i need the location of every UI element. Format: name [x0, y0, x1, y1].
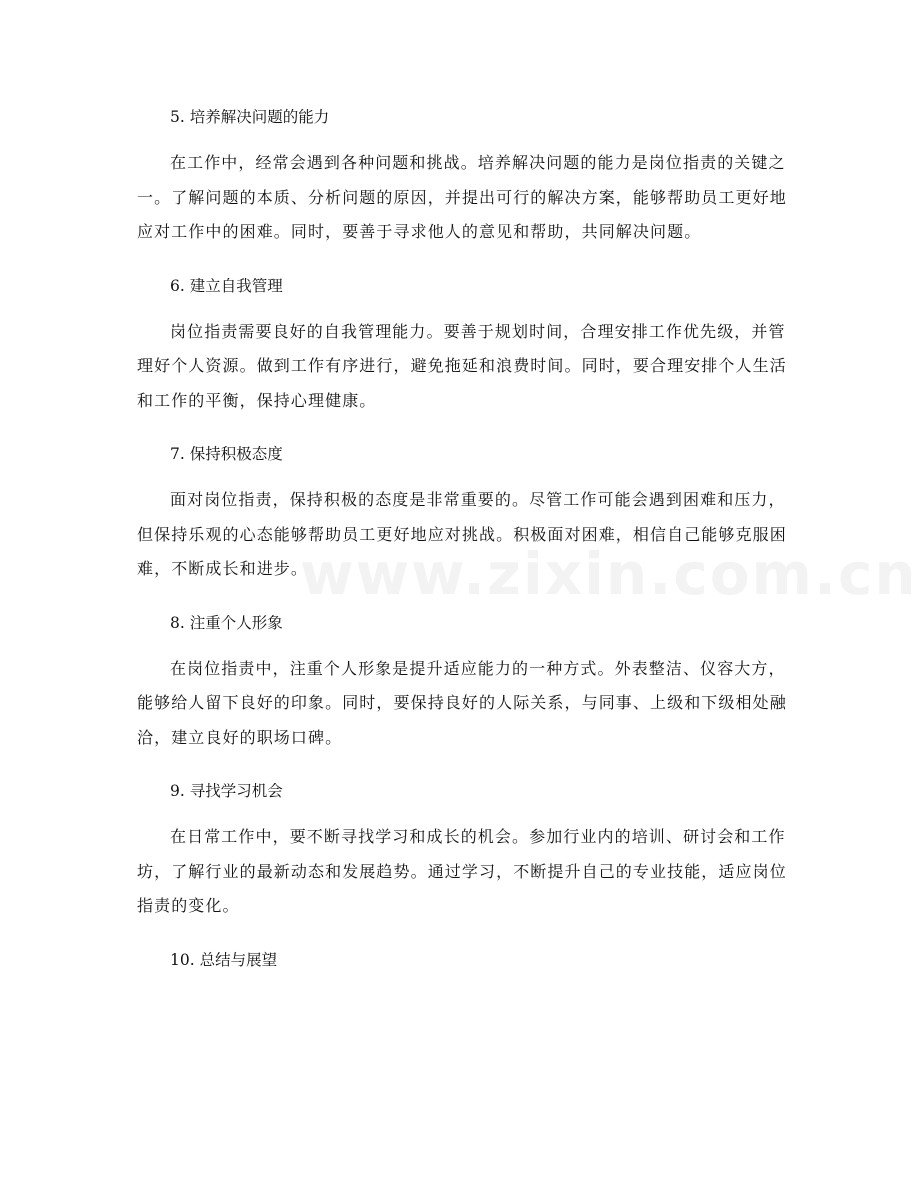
- section-heading: 9. 寻找学习机会: [170, 782, 283, 800]
- watermark: www.zixin.com.cn: [300, 540, 918, 608]
- section-heading: 5. 培养解决问题的能力: [170, 108, 330, 126]
- section-8: [137, 608, 787, 756]
- section-heading: 8. 注重个人形象: [170, 613, 283, 632]
- document-content: [137, 102, 787, 989]
- section-heading: 6. 建立自我管理: [170, 276, 283, 295]
- section-paragraph: 面对岗位指责，保持积极的态度是非常重要的。尽管工作可能会遇到困难和压力，但保持乐观的心态能够帮助员工更好地应对挑战。积极面对困难，相信自己能够克服困难，不断成长和进步。: [137, 490, 787, 578]
- section-heading: 10. 总结与展望: [170, 950, 278, 969]
- section-9: [137, 776, 787, 924]
- section-paragraph: 岗位指责需要良好的自我管理能力。要善于规划时间，合理安排工作优先级，并管理好个人资源。做到工作有序进行，避免拖延和浪费时间。同时，要合理安排个人生活和工作的平衡，保持心理健康。: [137, 321, 787, 410]
- section-6: [137, 271, 787, 419]
- section-paragraph: 在日常工作中，要不断寻找学习和成长的机会。参加行业内的培训、研讨会和工作坊，了解行业的最新动态和发展趋势。通过学习，不断提升自己的专业技能，适应岗位指责的变化。: [137, 827, 787, 915]
- section-5: [137, 102, 787, 250]
- section-7: [137, 439, 787, 587]
- section-10: [137, 945, 787, 975]
- section-heading: 7. 保持积极态度: [170, 445, 283, 463]
- section-paragraph: 在岗位指责中，注重个人形象是提升适应能力的一种方式。外表整洁、仪容大方，能够给人留下良好的印象。同时，要保持良好的人际关系，与同事、上级和下级相处融洽，建立良好的职场口碑。: [137, 658, 787, 747]
- section-paragraph: 在工作中，经常会遇到各种问题和挑战。培养解决问题的能力是岗位指责的关键之一。了解问题的本质、分析问题的原因，并提出可行的解决方案，能够帮助员工更好地应对工作中的困难。同时，要善于寻求他人的意见和帮助，共同解决问题。: [137, 153, 787, 241]
